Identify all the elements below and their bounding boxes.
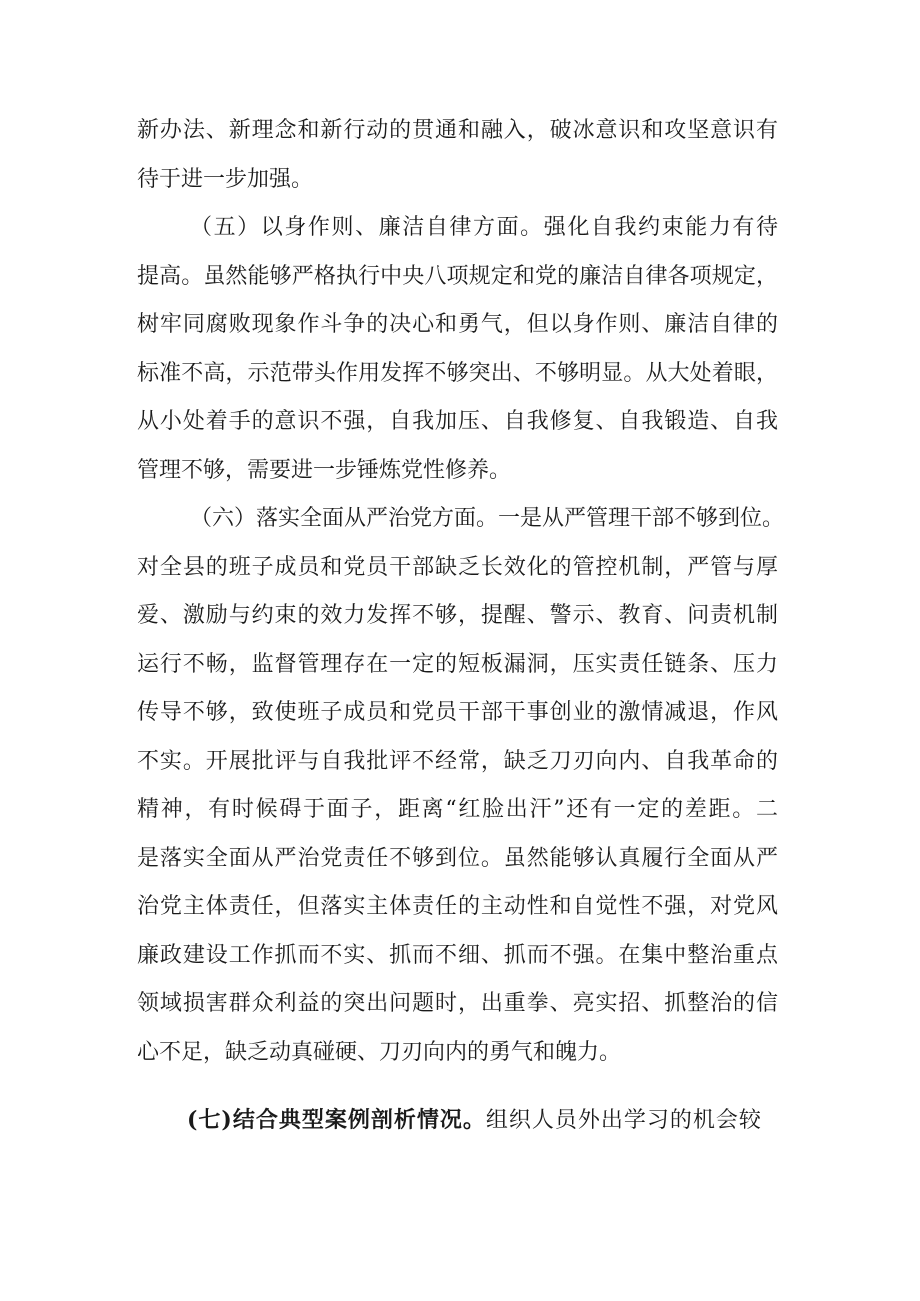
section-7-text: 组织人员外出学习的机会较 bbox=[485, 1108, 762, 1133]
text-line: （六）落实全面从严治党方面。一是从严管理干部不够到位。 bbox=[190, 506, 785, 531]
text-line: 提高。虽然能够严格执行中央八项规定和党的廉洁自律各项规定， bbox=[137, 263, 778, 289]
text-line: 传导不够，致使班子成员和党员干部干事创业的激情减退，作风 bbox=[137, 700, 778, 725]
text-line: 领域损害群众利益的突出问题时，出重拳、亮实招、抓整治的信 bbox=[137, 991, 778, 1016]
text-line: 管理不够，需要进一步锤炼党性修养。 bbox=[137, 457, 512, 483]
section-7-line bbox=[187, 1105, 762, 1135]
text-line: 运行不畅，监督管理存在一定的短板漏洞，压实责任链条、压力 bbox=[137, 651, 778, 677]
section-7-heading: (七)结合典型案例剖析情况。 bbox=[187, 1107, 486, 1133]
text-line: 对全县的班子成员和党员干部缺乏长效化的管控机制，严管与厚 bbox=[137, 554, 778, 580]
text-line: 树牢同腐败现象作斗争的决心和勇气，但以身作则、廉洁自律的 bbox=[137, 312, 778, 337]
text-line: 爱、激励与约束的效力发挥不够，提醒、警示、教育、问责机制 bbox=[137, 603, 778, 628]
text-line: 廉政建设工作抓而不实、抓而不细、抓而不强。在集中整治重点 bbox=[137, 942, 778, 968]
text-line: 新办法、新理念和新行动的贯通和融入，破冰意识和攻坚意识有 bbox=[137, 118, 778, 143]
text-line: 不实。开展批评与自我批评不经常，缺乏刀刃向内、自我革命的 bbox=[137, 748, 778, 774]
text-line: 待于进一步加强。 bbox=[137, 166, 314, 192]
text-line: 心不足，缺乏动真碰硬、刀刃向内的勇气和魄力。 bbox=[137, 1039, 622, 1065]
text-line: 从小处着手的意识不强，自我加压、自我修复、自我锻造、自我 bbox=[137, 409, 778, 434]
text-line: 精神，有时候碍于面子，距离“红脸出汗”还有一定的差距。二 bbox=[137, 797, 778, 822]
text-line: 是落实全面从严治党责任不够到位。虽然能够认真履行全面从严 bbox=[137, 845, 778, 871]
text-line: 标准不高，示范带头作用发挥不够突出、不够明显。从大处着眼， bbox=[137, 360, 778, 386]
text-line: （五）以身作则、廉洁自律方面。强化自我约束能力有待 bbox=[190, 215, 778, 240]
text-line: 治党主体责任，但落实主体责任的主动性和自觉性不强，对党风 bbox=[137, 894, 778, 919]
